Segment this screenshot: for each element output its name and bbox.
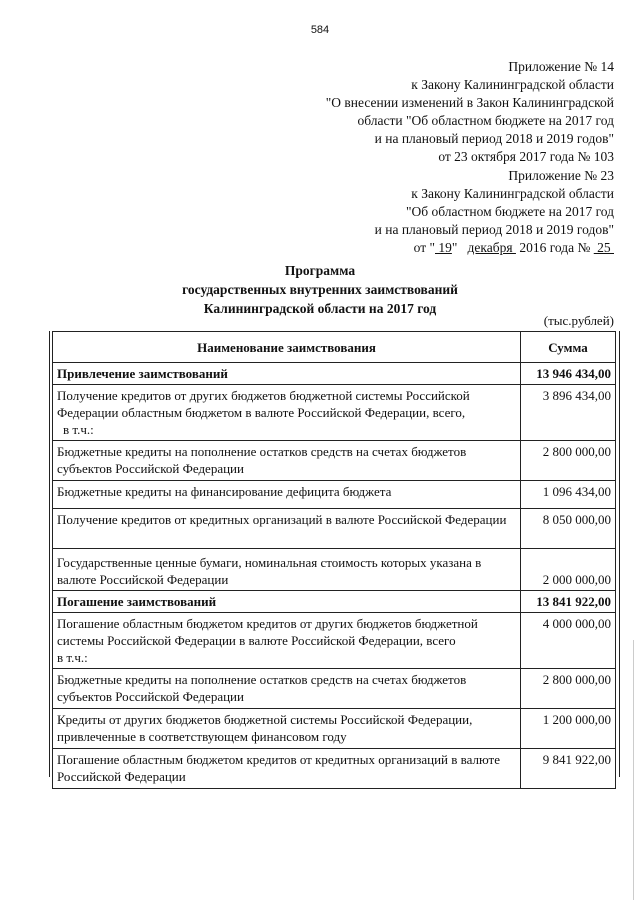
row-sub: в т.ч.:: [63, 422, 94, 437]
table-outer-border-left: [49, 331, 50, 777]
annex-line: Приложение № 23: [508, 168, 614, 183]
annex-line: к Закону Калининградской области: [411, 77, 614, 92]
annex-23-header: [375, 167, 614, 257]
table-row: [53, 669, 616, 709]
table-row: [53, 441, 616, 481]
page-number: 584: [310, 24, 330, 36]
title-line: Программа: [284, 263, 356, 278]
borrowings-table: [52, 331, 616, 789]
annex-line: и на плановый период 2018 и 2019 годов": [374, 222, 614, 237]
column-header-name: Наименование заимствования: [53, 332, 521, 363]
row-name: Получение кредитов от других бюджетов бюджетной системы Российской Федерации областным бюджетом в валюте Российской Федерации, всего,: [57, 388, 470, 420]
date-number: 25: [593, 240, 614, 255]
annex-line: области "Об областном бюджете на 2017 год: [357, 113, 614, 128]
row-sum: 2 800 000,00: [521, 441, 616, 481]
row-sum: 9 841 922,00: [521, 749, 616, 789]
scan-edge-line: [633, 640, 634, 900]
table-row: [53, 549, 616, 591]
row-sum: 1 096 434,00: [521, 481, 616, 509]
title-line: Калининградской области на 2017 год: [203, 301, 437, 316]
row-name: Погашение областным бюджетом кредитов от кредитных организаций в валюте Российской Федерации: [53, 749, 521, 789]
row-name: Бюджетные кредиты на пополнение остатков средств на счетах бюджетов субъектов Российской Федерации: [53, 669, 521, 709]
annex-line: "Об областном бюджете на 2017 год: [406, 204, 614, 219]
row-name: Погашение заимствований: [53, 591, 521, 613]
annex-date-line: [375, 239, 614, 257]
row-sum: 1 200 000,00: [521, 709, 616, 749]
annex-line: и на плановый период 2018 и 2019 годов": [374, 131, 614, 146]
row-sum: 8 050 000,00: [521, 509, 616, 549]
date-prefix: от ": [413, 240, 435, 255]
date-month: декабря: [467, 240, 516, 255]
annex-line: к Закону Калининградской области: [411, 186, 614, 201]
row-sum: 2 800 000,00: [521, 669, 616, 709]
table-outer-border-right: [619, 331, 620, 777]
title-line: государственных внутренних заимствований: [182, 282, 458, 297]
row-name: Привлечение заимствований: [53, 363, 521, 385]
annex-line: Приложение № 14: [508, 59, 614, 74]
table-row: [53, 385, 616, 441]
row-sum: 13 841 922,00: [521, 591, 616, 613]
date-day: 19: [435, 240, 452, 255]
annex-14-header: [326, 58, 614, 166]
table-row: [53, 709, 616, 749]
row-sum: 3 896 434,00: [521, 385, 616, 441]
table-header-row: [53, 332, 616, 363]
table-row: [53, 613, 616, 669]
table-row: [53, 363, 616, 385]
date-mid: ": [451, 240, 468, 255]
row-name-cell: [53, 385, 521, 441]
table-row: [53, 509, 616, 549]
document-title: [0, 261, 640, 318]
row-name: Бюджетные кредиты на пополнение остатков средств на счетах бюджетов субъектов Российской Федерации: [53, 441, 521, 481]
row-sum: 2 000 000,00: [521, 549, 616, 591]
units-label: (тыс.рублей): [543, 313, 614, 328]
table-row: [53, 591, 616, 613]
annex-line: от 23 октября 2017 года № 103: [438, 149, 614, 164]
row-name-cell: [53, 613, 521, 669]
annex-line: "О внесении изменений в Закон Калининградской: [325, 95, 614, 110]
table-row: [53, 749, 616, 789]
column-header-sum: Сумма: [521, 332, 616, 363]
row-sum: 4 000 000,00: [521, 613, 616, 669]
row-sub: в т.ч.:: [57, 650, 88, 665]
row-name: Погашение областным бюджетом кредитов от других бюджетов бюджетной системы Российской Федерации в валюте Российской Федерации, всего: [57, 616, 478, 648]
row-name: Бюджетные кредиты на финансирование дефицита бюджета: [53, 481, 521, 509]
row-name: Кредиты от других бюджетов бюджетной системы Российской Федерации, привлеченные в соответствующем финансовом году: [53, 709, 521, 749]
row-name: Государственные ценные бумаги, номинальная стоимость которых указана в валюте Российской Федерации: [53, 549, 521, 591]
row-sum: 13 946 434,00: [521, 363, 616, 385]
table-row: [53, 481, 616, 509]
date-year: 2016 года №: [515, 240, 594, 255]
row-name: Получение кредитов от кредитных организаций в валюте Российской Федерации: [53, 509, 521, 549]
